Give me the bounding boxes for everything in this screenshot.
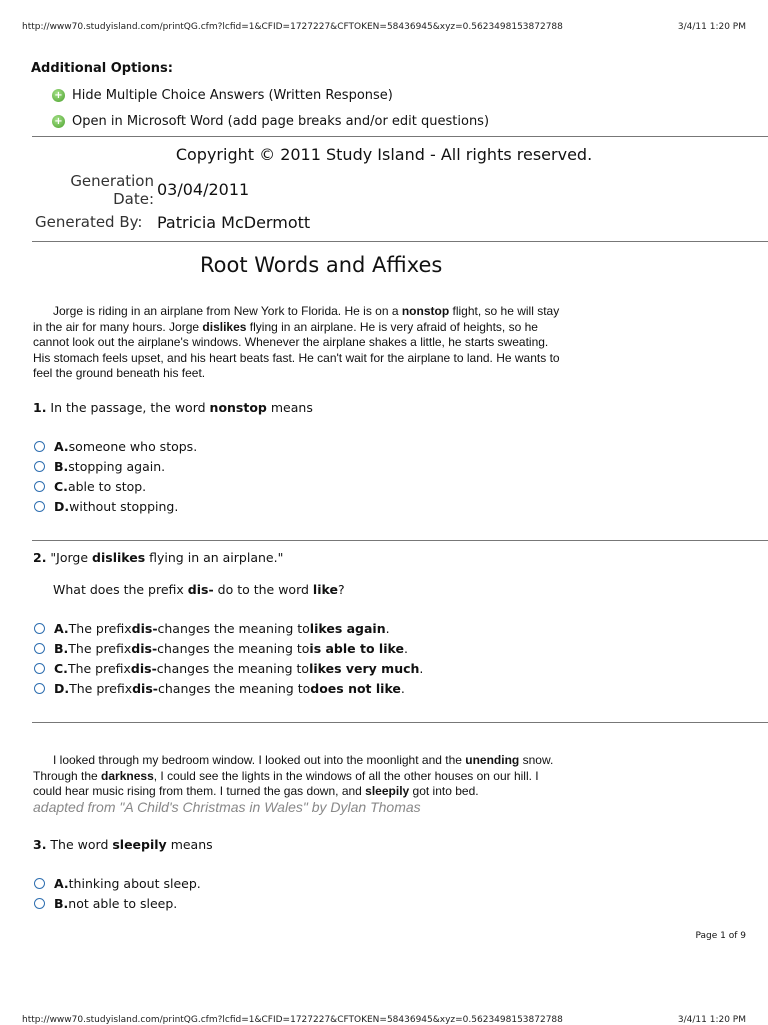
key-word: darkness — [101, 768, 154, 783]
key-word: nonstop — [401, 304, 450, 318]
question-3: 3. The word sleepily means — [33, 837, 213, 852]
header-url: http://www70.studyisland.com/printQG.cfm?lcfid=1&CFID=1727227&CFTOKEN=58436945&xyz=0.5623498153872788 — [22, 22, 563, 32]
divider — [32, 136, 768, 137]
q3-choice-a[interactable]: A. thinking about sleep. — [34, 876, 201, 891]
q2-choice-d[interactable]: D. The prefix dis- changes the meaning to does not like . — [34, 681, 405, 696]
passage-line: Through the darkness, I could see the lights in the windows of all the other houses on our hill. I — [33, 768, 539, 783]
divider — [32, 540, 768, 541]
passage-1 — [33, 304, 633, 382]
radio-button[interactable] — [34, 623, 45, 634]
footer-url: http://www70.studyisland.com/printQG.cfm?lcfid=1&CFID=1727227&CFTOKEN=58436945&xyz=0.5623498153872788 — [22, 1015, 563, 1025]
passage-line: Jorge is riding in an airplane from New York to Florida. He is on a nonstop flight, so he will stay — [33, 304, 560, 318]
radio-button[interactable] — [34, 898, 45, 909]
q1-choice-c[interactable]: C. able to stop. — [34, 479, 146, 494]
q1-choice-d[interactable]: D. without stopping. — [34, 499, 178, 514]
footer-datetime: 3/4/11 1:20 PM — [677, 1015, 746, 1025]
divider — [32, 241, 768, 242]
passage-line: in the air for many hours. Jorge dislikes flying in an airplane. He is very afraid of heights, so he — [33, 319, 538, 334]
radio-button[interactable] — [34, 683, 45, 694]
radio-button[interactable] — [34, 643, 45, 654]
generated-by-value: Patricia McDermott — [157, 213, 311, 232]
option-label[interactable]: Open in Microsoft Word (add page breaks and/or edit questions) — [72, 114, 490, 129]
radio-button[interactable] — [34, 663, 45, 674]
key-word: sleepily — [365, 784, 410, 798]
radio-button[interactable] — [34, 461, 45, 472]
key-word: dislikes — [202, 319, 247, 334]
question-2-prompt: What does the prefix dis- do to the word like? — [53, 582, 345, 597]
q2-choice-b[interactable]: B. The prefix dis- changes the meaning to is able to like . — [34, 641, 408, 656]
passage-2 — [33, 753, 633, 800]
passage-credit: adapted from "A Child's Christmas in Wales" by Dylan Thomas — [33, 799, 421, 815]
q1-choice-b[interactable]: B. stopping again. — [34, 459, 165, 474]
plus-circle-icon: + — [52, 89, 65, 102]
q1-choice-a[interactable]: A. someone who stops. — [34, 439, 197, 454]
radio-button[interactable] — [34, 441, 45, 452]
header-datetime: 3/4/11 1:20 PM — [677, 22, 746, 32]
option-label[interactable]: Hide Multiple Choice Answers (Written Response) — [72, 88, 393, 103]
question-1: 1. In the passage, the word nonstop means — [33, 400, 313, 415]
generation-date-value: 03/04/2011 — [157, 180, 250, 199]
radio-button[interactable] — [34, 481, 45, 492]
page-number: Page 1 of 9 — [695, 931, 746, 941]
hide-mc-answers-option[interactable] — [52, 88, 393, 103]
passage-line: His stomach feels upset, and his heart beats fast. He can't wait for the airplane to land. He wants to — [33, 350, 560, 365]
radio-button[interactable] — [34, 878, 45, 889]
copyright-notice: Copyright © 2011 Study Island - All rights reserved. — [175, 145, 593, 164]
q2-choice-c[interactable]: C. The prefix dis- changes the meaning to likes very much . — [34, 661, 423, 676]
generated-by-label: Generated By: — [35, 213, 143, 231]
open-in-word-option[interactable] — [52, 114, 489, 129]
worksheet-title: Root Words and Affixes — [200, 253, 443, 277]
passage-line: feel the ground beneath his feet. — [33, 366, 206, 380]
plus-circle-icon: + — [52, 115, 65, 128]
divider — [32, 722, 768, 723]
generation-date-label: Generation Date: — [70, 172, 154, 208]
additional-options-heading: Additional Options: — [31, 61, 173, 76]
key-word: unending — [465, 753, 520, 767]
passage-line: could hear music rising from them. I turned the gas down, and sleepily got into bed. — [33, 784, 479, 798]
q3-choice-b[interactable]: B. not able to sleep. — [34, 896, 177, 911]
passage-line: cannot look out the airplane's windows. Whenever the airplane shakes a little, he starts sweating. — [33, 335, 549, 349]
radio-button[interactable] — [34, 501, 45, 512]
q2-choice-a[interactable]: A. The prefix dis- changes the meaning to likes again . — [34, 621, 390, 636]
passage-line: I looked through my bedroom window. I looked out into the moonlight and the unending snow. — [33, 753, 554, 767]
question-2-quote: 2. "Jorge dislikes flying in an airplane." — [33, 550, 284, 565]
